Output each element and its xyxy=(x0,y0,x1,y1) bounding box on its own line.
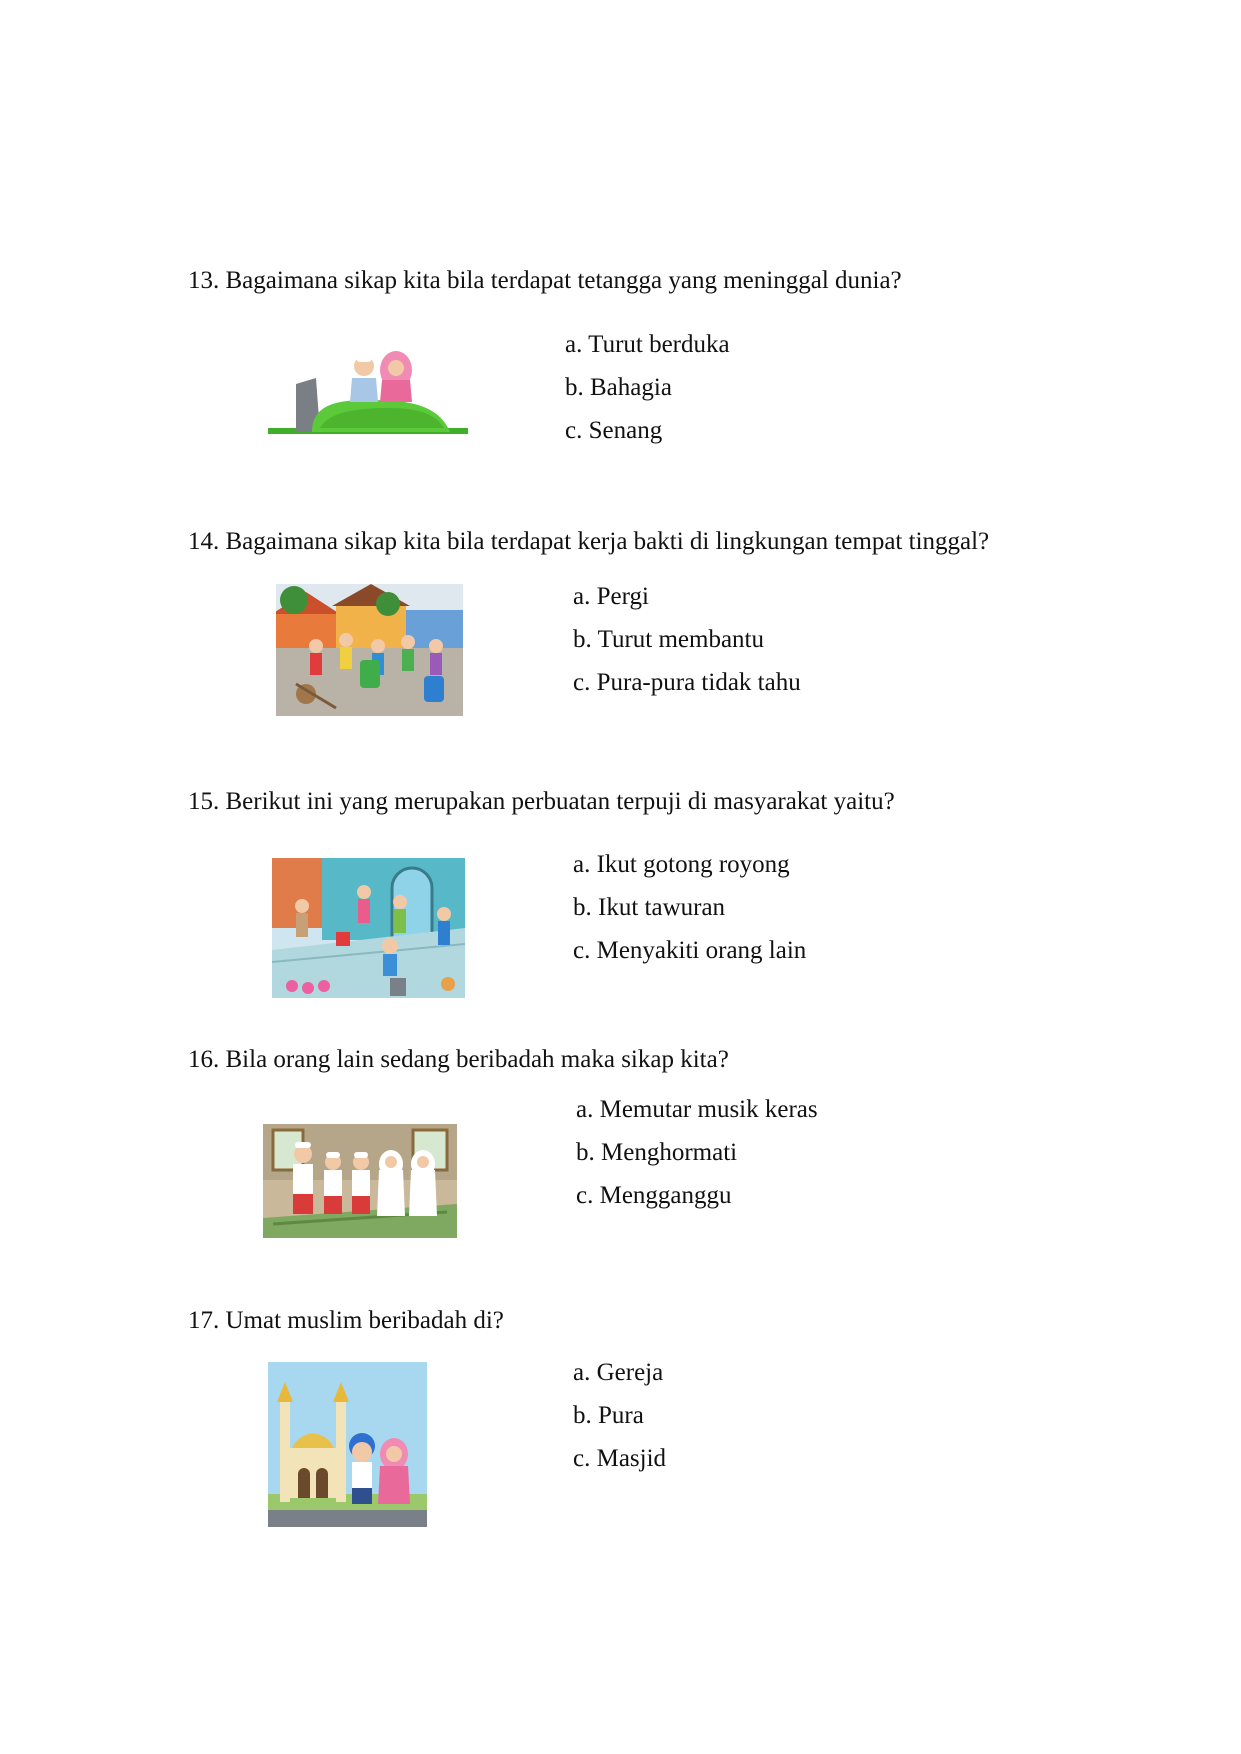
options-14 xyxy=(573,582,801,711)
option-letter: a. xyxy=(565,331,583,358)
option-15-c[interactable] xyxy=(573,936,806,979)
option-letter: c. xyxy=(565,417,583,444)
option-text: Pergi xyxy=(596,583,649,610)
option-letter: b. xyxy=(573,1402,592,1429)
option-17-c[interactable] xyxy=(573,1444,666,1487)
option-letter: a. xyxy=(576,1096,594,1123)
option-16-c[interactable] xyxy=(576,1181,818,1224)
question-number: 13. xyxy=(188,267,220,294)
option-letter: c. xyxy=(573,1445,591,1472)
option-letter: a. xyxy=(573,1359,591,1386)
community-cleanup-illustration xyxy=(276,584,463,716)
question-13 xyxy=(188,266,902,296)
question-text: Bila orang lain sedang beribadah maka sikap kita? xyxy=(225,1046,729,1073)
option-letter: b. xyxy=(576,1139,595,1166)
option-letter: b. xyxy=(565,374,584,401)
option-letter: b. xyxy=(573,894,592,921)
option-text: Senang xyxy=(588,417,663,444)
option-text: Turut berduka xyxy=(588,331,730,358)
options-13 xyxy=(565,330,730,459)
option-letter: c. xyxy=(573,937,591,964)
question-16 xyxy=(188,1045,729,1075)
option-text: Bahagia xyxy=(590,374,672,401)
option-letter: b. xyxy=(573,626,592,653)
question-number: 17. xyxy=(188,1307,220,1334)
question-text: Bagaimana sikap kita bila terdapat tetangga yang meninggal dunia? xyxy=(225,267,902,294)
option-text: Pura-pura tidak tahu xyxy=(596,669,801,696)
question-number: 14. xyxy=(188,528,220,555)
group-prayer-illustration xyxy=(263,1124,457,1238)
option-14-b[interactable] xyxy=(573,625,801,668)
options-17 xyxy=(573,1358,666,1487)
option-text: Ikut tawuran xyxy=(598,894,726,921)
option-text: Menghormati xyxy=(601,1139,738,1166)
option-letter: c. xyxy=(573,669,591,696)
mutual-cooperation-illustration xyxy=(272,858,465,998)
question-text: Bagaimana sikap kita bila terdapat kerja bakti di lingkungan tempat tinggal? xyxy=(225,528,990,555)
question-number: 15. xyxy=(188,788,220,815)
option-text: Ikut gotong royong xyxy=(596,851,790,878)
option-letter: a. xyxy=(573,851,591,878)
option-13-c[interactable] xyxy=(565,416,730,459)
question-15 xyxy=(188,787,895,817)
option-text: Memutar musik keras xyxy=(599,1096,818,1123)
options-15 xyxy=(573,850,806,979)
option-letter: c. xyxy=(576,1182,594,1209)
option-text: Gereja xyxy=(596,1359,664,1386)
option-17-b[interactable] xyxy=(573,1401,666,1444)
mosque-children-illustration xyxy=(268,1362,427,1527)
question-17 xyxy=(188,1306,504,1336)
option-text: Mengganggu xyxy=(599,1182,732,1209)
option-text: Masjid xyxy=(596,1445,667,1472)
option-15-b[interactable] xyxy=(573,893,806,936)
option-15-a[interactable] xyxy=(573,850,806,893)
option-17-a[interactable] xyxy=(573,1358,666,1401)
option-14-a[interactable] xyxy=(573,582,801,625)
options-16 xyxy=(576,1095,818,1224)
question-text: Umat muslim beribadah di? xyxy=(225,1307,504,1334)
option-text: Turut membantu xyxy=(597,626,765,653)
option-13-b[interactable] xyxy=(565,373,730,416)
option-14-c[interactable] xyxy=(573,668,801,711)
option-text: Pura xyxy=(598,1402,644,1429)
option-16-b[interactable] xyxy=(576,1138,818,1181)
option-letter: a. xyxy=(573,583,591,610)
grave-prayer-illustration xyxy=(268,342,468,438)
question-number: 16. xyxy=(188,1046,220,1073)
question-text: Berikut ini yang merupakan perbuatan terpuji di masyarakat yaitu? xyxy=(225,788,895,815)
option-13-a[interactable] xyxy=(565,330,730,373)
option-16-a[interactable] xyxy=(576,1095,818,1138)
option-text: Menyakiti orang lain xyxy=(596,937,807,964)
question-14 xyxy=(188,527,989,557)
